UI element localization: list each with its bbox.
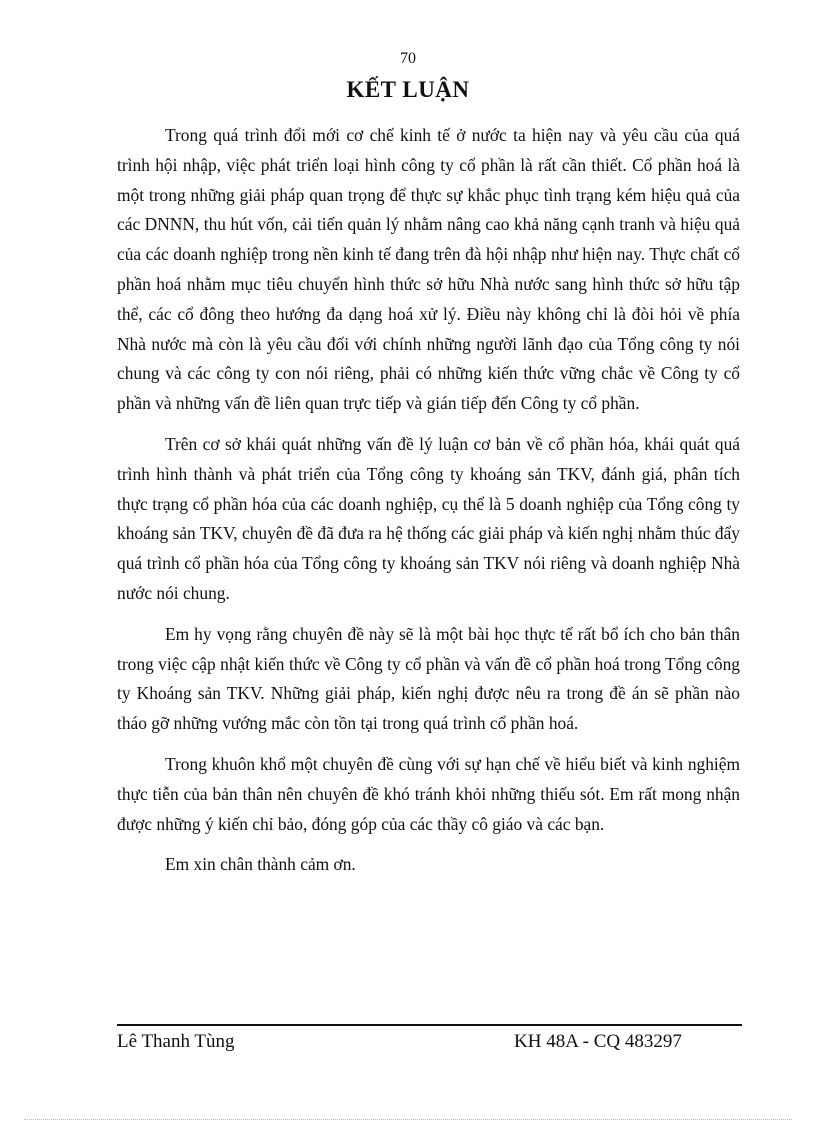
footer-divider [117, 1024, 742, 1026]
page-number: 70 [400, 50, 416, 67]
footer-class-code: KH 48A - CQ 483297 [514, 1031, 682, 1052]
paragraph: Trong quá trình đổi mới cơ chế kinh tế ở nước ta hiện nay và yêu cầu của quá trình hội nhập, việc phát triển loại hình công ty cổ phần là rất cần thiết. Cổ phần hoá là một trong những giải pháp quan trọng để thực sự khắc phục tình trạng kém hiệu quả của các DNNN, thu hút vốn, cải tiến quản lý nhằm nâng cao khả năng cạnh tranh và hiệu quả của các doanh nghiệp trong nền kinh tế đang trên đà hội nhập như hiện nay. Thực chất cổ phần hoá nhằm mục tiêu chuyển hình thức sở hữu Nhà nước sang hình thức sở hữu tập thể, các cổ đông theo hướng đa dạng hoá xử lý. Điều này không chỉ là đòi hỏi về phía Nhà nước mà còn là yêu cầu đối với chính những người lãnh đạo của Tổng công ty nói chung và các công ty con nói riêng, phải có những kiến thức vững chắc về Công ty cổ phần và những vấn đề liên quan trực tiếp và gián tiếp đến Công ty cổ phần. [117, 125, 740, 414]
body-text [117, 121, 740, 891]
paragraph: Trên cơ sở khái quát những vấn đề lý luận cơ bản về cổ phần hóa, khái quát quá trình hình thành và phát triển của Tổng công ty khoáng sản TKV, đánh giá, phân tích thực trạng cổ phần hóa của các doanh nghiệp, cụ thể là 5 doanh nghiệp của Tổng công ty khoáng sản TKV, chuyên đề đã đưa ra hệ thống các giải pháp và kiến nghị nhằm thúc đẩy quá trình cổ phần hóa của Tổng công ty khoáng sản TKV nói riêng và doanh nghiệp Nhà nước nói chung. [117, 433, 740, 603]
page-bottom-edge [24, 1119, 792, 1120]
paragraph: Em hy vọng rằng chuyên đề này sẽ là một bài học thực tế rất bổ ích cho bản thân trong việc cập nhật kiến thức về Công ty cổ phần và vấn đề cổ phần hoá trong Tổng công ty Khoáng sản TKV. Những giải pháp, kiến nghị được nêu ra trong đề án sẽ phần nào tháo gỡ những vướng mắc còn tồn tại trong quá trình cổ phần hoá. [117, 623, 740, 734]
footer-author: Lê Thanh Tùng [117, 1031, 235, 1052]
closing-line: Em xin chân thành cảm ơn. [165, 854, 356, 875]
paragraph: Trong khuôn khổ một chuyên đề cùng với sự hạn chế về hiểu biết và kinh nghiệm thực tiễn của bản thân nên chuyên đề khó tránh khỏi những thiếu sót. Em rất mong nhận được những ý kiến chỉ bảo, đóng góp của các thầy cô giáo và các bạn. [117, 753, 740, 834]
page-title: KẾT LUẬN [346, 77, 470, 102]
